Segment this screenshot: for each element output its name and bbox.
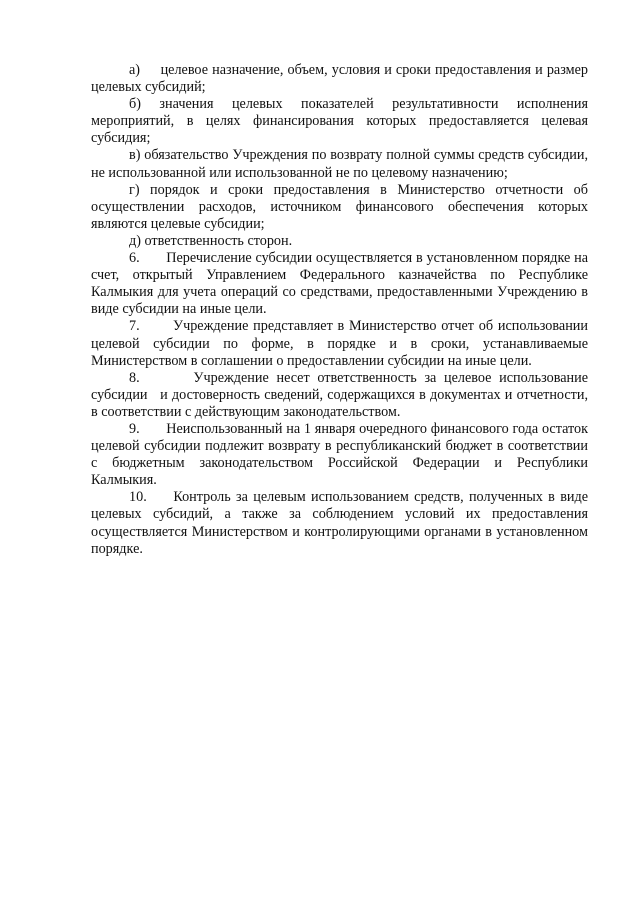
paragraph-8: 8. Учреждение несет ответственность за целевое использование субсидии и достоверность сведений, содержащихся в документах и отчетности, в соответствии с действующим законодательством. bbox=[91, 369, 588, 420]
paragraph-item-a: а) целевое назначение, объем, условия и сроки предоставления и размер целевых субсидий; bbox=[91, 62, 588, 96]
paragraph-10: 10. Контроль за целевым использованием средств, полученных в виде целевых субсидий, а также за соблюдением условий их предоставления осуществляется Министерством и контролирующими органами в установленном порядке. bbox=[91, 489, 588, 557]
paragraph-item-b: б) значения целевых показателей результативности исполнения мероприятий, в целях финансирования которых предоставляется целевая субсидия; bbox=[91, 96, 588, 147]
paragraph-item-d: д) ответственность сторон. bbox=[129, 232, 293, 249]
paragraph-item-v: в) обязательство Учреждения по возврату полной суммы средств субсидии, не использованной или использованной не по целевому назначению; bbox=[91, 147, 588, 181]
paragraph-7: 7. Учреждение представляет в Министерство отчет об использовании целевой субсидии по форме, в порядке и в сроки, устанавливаемые Министерством в соглашении о предоставлении субсидии на иные цели. bbox=[91, 318, 588, 369]
document-body bbox=[91, 62, 588, 558]
paragraph-6: 6. Перечисление субсидии осуществляется в установленном порядке на счет, открытый Управлением Федерального казначейства по Республике Калмыкия для учета операций со средствами, предоставленными Учреждению в виде субсидии на иные цели. bbox=[91, 250, 588, 318]
paragraph-item-g: г) порядок и сроки предоставления в Министерство отчетности об осуществлении расходов, источником финансового обеспечения которых являются целевые субсидии; bbox=[91, 181, 588, 232]
paragraph-9: 9. Неиспользованный на 1 января очередного финансового года остаток целевой субсидии подлежит возврату в республиканский бюджет в соответствии с бюджетным законодательством Российской Федерации и Республики Калмыкия. bbox=[91, 420, 588, 489]
